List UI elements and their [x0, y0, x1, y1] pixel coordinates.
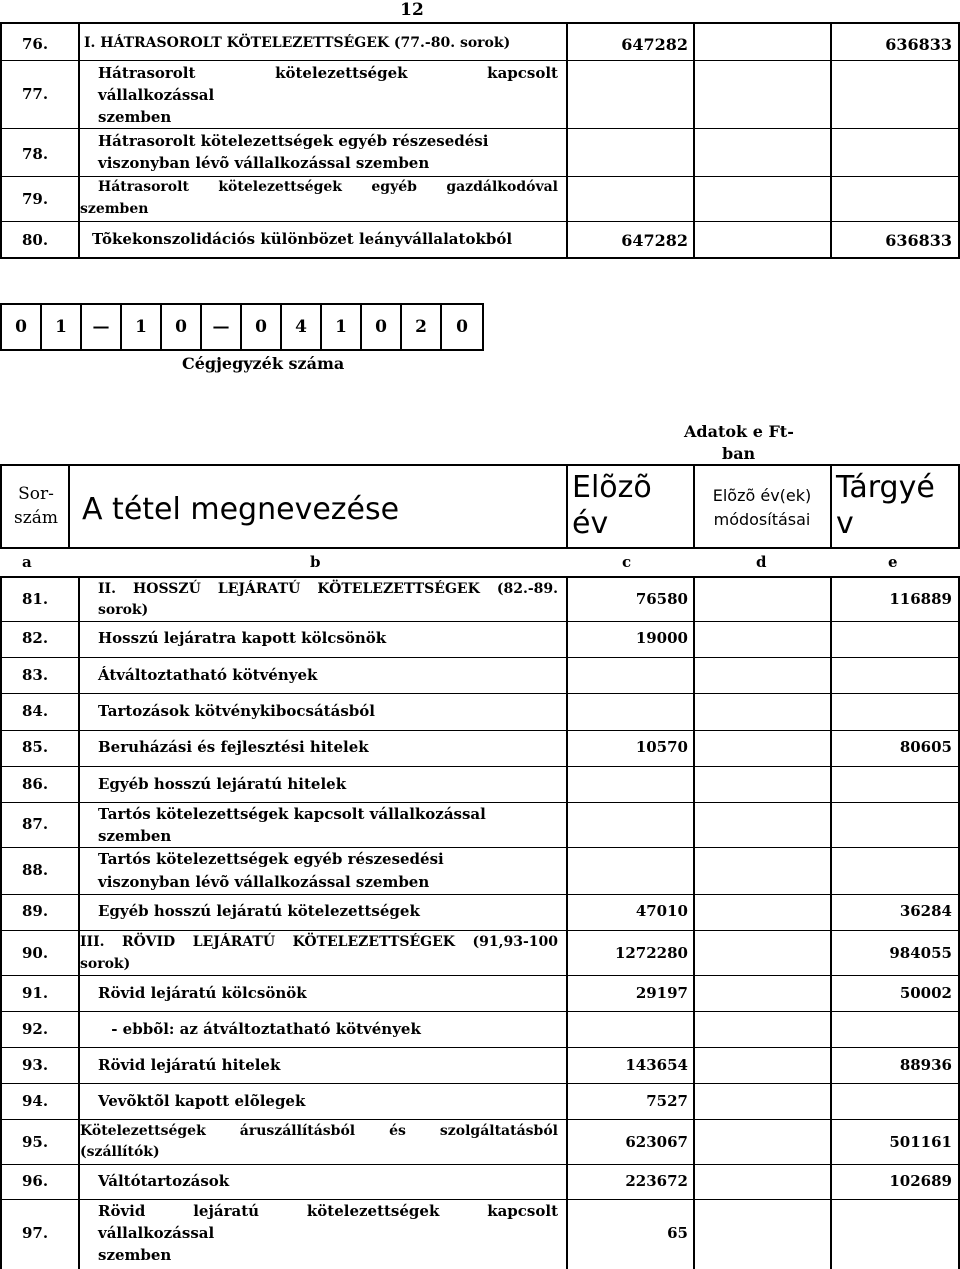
- column-header-current-year: [836, 470, 935, 542]
- current-year-value: 116889: [889, 590, 952, 608]
- row-label-line: viszonyban lévõ vállalkozással szemben: [98, 154, 430, 172]
- header-line: v: [836, 506, 854, 541]
- row-label-line: Kötelezettségek áruszállításból és szolgáltatásból: [80, 1123, 558, 1139]
- row-number: 81.: [22, 590, 49, 608]
- current-year-value: 88936: [899, 1056, 952, 1074]
- prev-year-value: 223672: [625, 1172, 688, 1190]
- row-label-line: Rövid lejáratú kötelezettségek kapcsolt: [98, 1202, 558, 1220]
- row-label-line: szemben: [98, 108, 172, 126]
- column-letter: d: [756, 553, 767, 571]
- prev-year-value: 647282: [621, 231, 688, 250]
- row-number: 95.: [22, 1133, 49, 1151]
- prev-year-value: 623067: [625, 1133, 688, 1151]
- current-year-value: 984055: [889, 944, 952, 962]
- row-label-line: (szállítók): [80, 1144, 160, 1160]
- registry-digit: 1: [135, 317, 147, 337]
- row-label-line: Hátrasorolt kötelezettségek kapcsolt: [98, 64, 558, 82]
- row-number: 96.: [22, 1172, 49, 1190]
- registry-digit: 1: [55, 317, 67, 337]
- registry-digit: 0: [175, 317, 187, 337]
- row-number: 84.: [22, 702, 49, 720]
- current-year-value: 636833: [885, 35, 952, 54]
- column-letter: b: [310, 553, 321, 571]
- prev-year-value: 647282: [621, 35, 688, 54]
- row-number: 80.: [22, 231, 49, 249]
- prev-year-value: 1272280: [614, 944, 688, 962]
- row-number: 87.: [22, 815, 49, 833]
- row-label: Tõkekonszolidációs különbözet leányvállalatokból: [92, 230, 513, 248]
- row-label: - ebbõl: az átváltoztatható kötvények: [106, 1020, 421, 1038]
- row-label-line: III. RÖVID LEJÁRATÚ KÖTELEZETTSÉGEK (91,93-100: [80, 934, 558, 950]
- row-label: Váltótartozások: [98, 1172, 230, 1190]
- row-label: Vevõktõl kapott elõlegek: [98, 1092, 306, 1110]
- header-line: év: [572, 506, 609, 541]
- current-year-value: 501161: [889, 1133, 952, 1151]
- row-number: 92.: [22, 1020, 49, 1038]
- registry-label: Cégjegyzék száma: [182, 354, 345, 373]
- row-label-line: szemben: [98, 1246, 172, 1264]
- row-label-line: Hátrasorolt kötelezettségek egyéb részesedési: [98, 132, 489, 150]
- prev-year-value: 7527: [646, 1092, 688, 1110]
- row-label-line: viszonyban lévõ vállalkozással szemben: [98, 873, 430, 891]
- prev-year-value: 29197: [635, 984, 688, 1002]
- column-letter: a: [22, 553, 32, 571]
- header-line: módosításai: [713, 510, 811, 529]
- row-number: 88.: [22, 861, 49, 879]
- registry-digit: 0: [375, 317, 387, 337]
- registry-digit: 1: [335, 317, 347, 337]
- prev-year-value: 10570: [635, 738, 688, 756]
- row-label-line: sorok): [80, 956, 131, 972]
- registry-digit: 4: [295, 317, 307, 337]
- current-year-value: 102689: [889, 1172, 952, 1190]
- column-header-previous-year: [572, 470, 652, 542]
- column-header-row-number: [4, 482, 68, 530]
- prev-year-value: 19000: [635, 629, 688, 647]
- current-year-value: 36284: [899, 902, 952, 920]
- page-number: 12: [400, 0, 424, 20]
- row-number: 90.: [22, 944, 49, 962]
- row-number: 86.: [22, 775, 49, 793]
- row-number: 97.: [22, 1224, 49, 1242]
- row-label: Beruházási és fejlesztési hitelek: [98, 738, 369, 756]
- row-label: Egyéb hosszú lejáratú hitelek: [98, 775, 347, 793]
- current-year-value: 50002: [899, 984, 952, 1002]
- row-number: 85.: [22, 738, 49, 756]
- unit-note-line: Adatok e Ft-: [684, 422, 794, 441]
- header-line: Elõzõ: [572, 470, 652, 505]
- row-number: 83.: [22, 666, 49, 684]
- row-number: 82.: [22, 629, 49, 647]
- registry-digit: 0: [255, 317, 267, 337]
- row-label: Hosszú lejáratra kapott kölcsönök: [98, 629, 387, 647]
- header-line: Tárgyé: [836, 470, 935, 505]
- column-header-item-name: A tétel megnevezése: [82, 492, 400, 527]
- row-label: Rövid lejáratú kölcsönök: [98, 984, 307, 1002]
- row-label-line: II. HOSSZÚ LEJÁRATÚ KÖTELEZETTSÉGEK (82.-89.: [98, 581, 558, 597]
- registry-digit: 2: [415, 317, 427, 337]
- row-label: I. HÁTRASOROLT KÖTELEZETTSÉGEK (77.-80. sorok): [84, 35, 511, 51]
- row-label: Tartozások kötvénykibocsátásból: [98, 702, 375, 720]
- registry-digit: 0: [15, 317, 27, 337]
- prev-year-value: 143654: [625, 1056, 688, 1074]
- column-header-modifications: [694, 484, 830, 532]
- row-number: 93.: [22, 1056, 49, 1074]
- row-label: Egyéb hosszú lejáratú kötelezettségek: [98, 902, 420, 920]
- row-label-line: vállalkozással: [98, 86, 215, 104]
- row-label-line: Tartós kötelezettségek egyéb részesedési: [98, 850, 444, 868]
- column-letter: c: [622, 553, 632, 571]
- row-label-line: vállalkozással: [98, 1224, 215, 1242]
- row-label-line: Tartós kötelezettségek kapcsolt vállalkozással: [98, 805, 486, 823]
- row-label: Rövid lejáratú hitelek: [98, 1056, 281, 1074]
- row-number: 78.: [22, 145, 49, 163]
- current-year-value: 80605: [899, 738, 952, 756]
- registry-digit: 0: [456, 317, 468, 337]
- row-number: 94.: [22, 1092, 49, 1110]
- column-letter: e: [888, 553, 898, 571]
- row-number: 89.: [22, 902, 49, 920]
- row-label-line: szemben: [98, 827, 172, 845]
- prev-year-value: 76580: [635, 590, 688, 608]
- row-number: 79.: [22, 190, 49, 208]
- header-line: Sor-: [18, 484, 54, 504]
- prev-year-value: 65: [667, 1224, 688, 1242]
- unit-note-line: ban: [722, 444, 756, 463]
- row-label-line: szemben: [80, 201, 149, 217]
- current-year-value: 636833: [885, 231, 952, 250]
- row-label: Átváltoztatható kötvények: [98, 666, 318, 684]
- row-number: 76.: [22, 35, 49, 53]
- row-number: 77.: [22, 85, 49, 103]
- header-line: szám: [14, 508, 58, 528]
- registry-separator: —: [92, 317, 110, 337]
- row-label-line: sorok): [98, 602, 149, 618]
- row-label-line: Hátrasorolt kötelezettségek egyéb gazdálkodóval: [98, 179, 558, 195]
- row-number: 91.: [22, 984, 49, 1002]
- registry-separator: —: [212, 317, 230, 337]
- prev-year-value: 47010: [635, 902, 688, 920]
- header-line: Elõzõ év(ek): [712, 486, 812, 505]
